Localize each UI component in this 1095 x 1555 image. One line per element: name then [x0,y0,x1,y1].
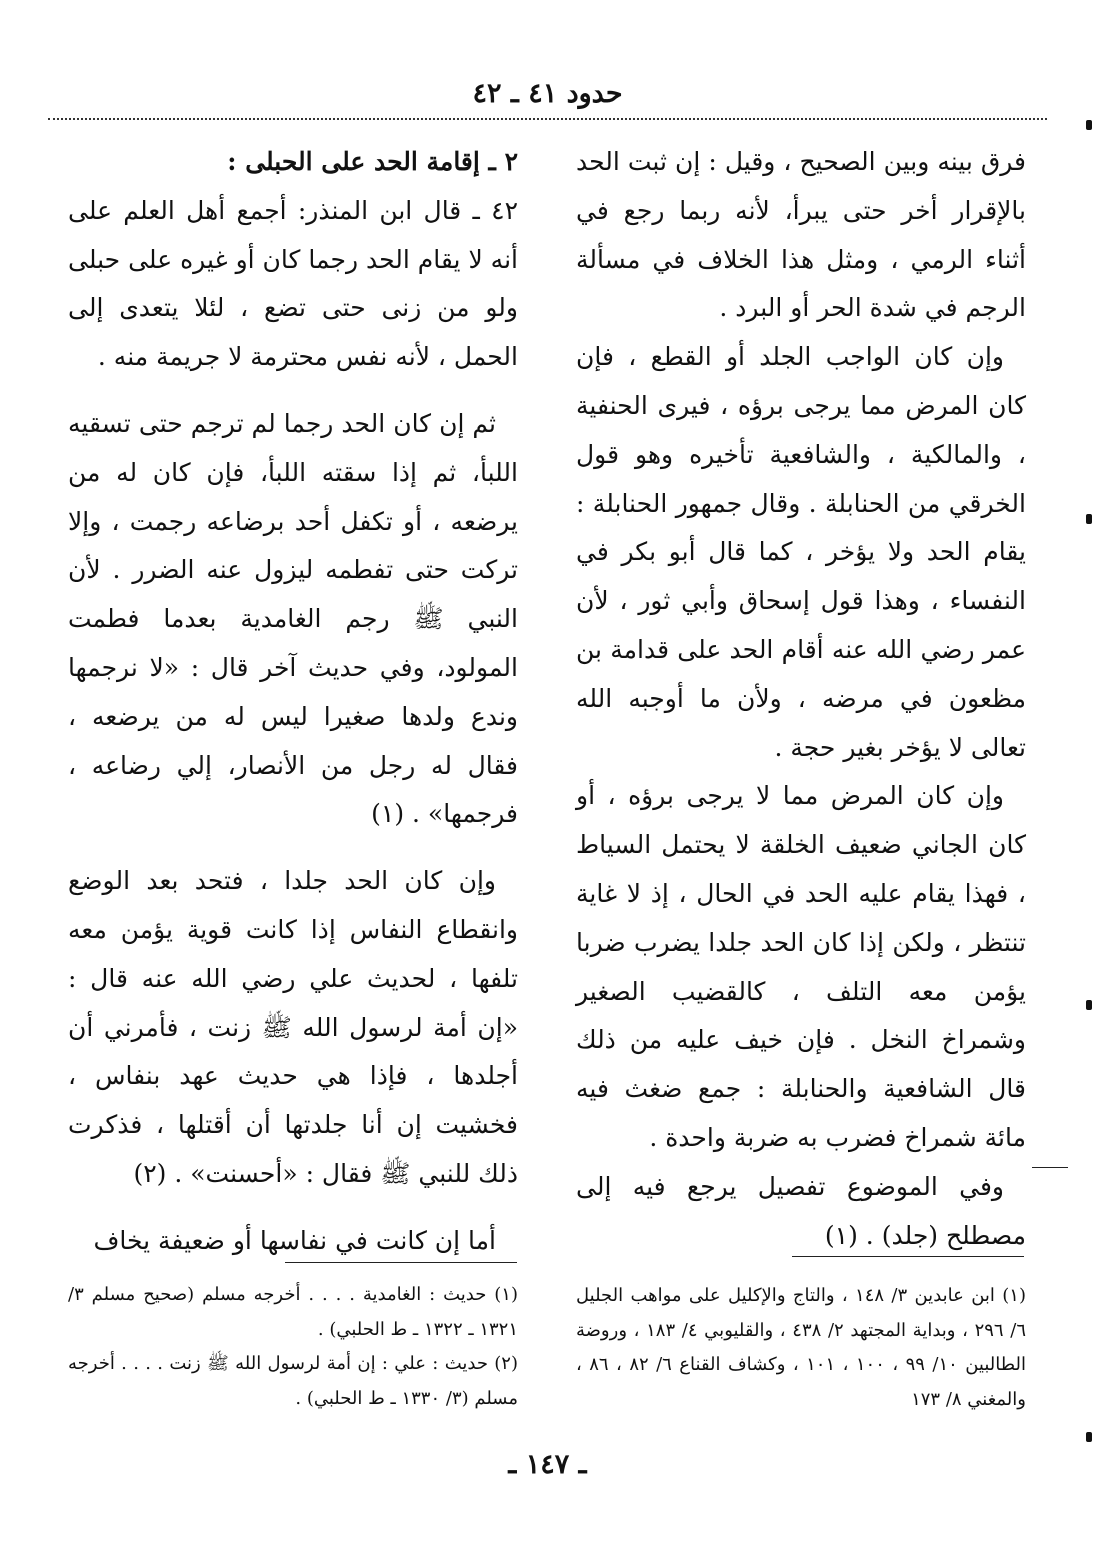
margin-dash [1032,1167,1068,1168]
footnote-separator-right [792,1256,1024,1257]
edge-mark [1086,1432,1092,1442]
footnote-separator-left [285,1262,517,1263]
right-paragraph-2: وإن كان الواجب الجلد أو القطع ، فإن كان المرض مما يرجى برؤه ، فيرى الحنفية ، والمالكية ، والشافعية تأخيره وهو قول الخرقي من الحنابلة . وقال جمهور الحنابلة : يقام الحد ولا يؤخر ، كما قال أبو بكر في النفساء ، وهذا قول إسحاق وأبي ثور ، لأن عمر رضي الله عنه أقام الحد على قدامة بن مظعون في مرضه ، ولأن ما أوجبه الله تعالى لا يؤخر بغير حجة . [576,342,1026,762]
footnote-left-2: (٢) حديث : علي : إن أمة لرسول الله ﷺ زنت . . . . أخرجه مسلم (٣/ ١٣٣٠ ـ ط الحلبي) . [68,1353,518,1409]
footnote-right-1: (١) ابن عابدين ٣/ ١٤٨ ، والتاج والإكليل على مواهب الجليل ٦/ ٢٩٦ ، وبداية المجتهد ٢/ ٤٣٨ ، والقليوبي ٤/ ١٨٣ ، وروضة الطالبين ١٠/ ٩٩ ، ١٠٠ ، ١٠١ ، وكشاف القناع ٦/ ٨٢ ، ٨٦ ، والمغني ٨/ ١٧٣ [576,1285,1027,1410]
edge-mark [1086,514,1092,524]
edge-mark [1086,1000,1092,1010]
footnotes-right [576,1279,1026,1417]
header-dotted-rule [48,118,1047,120]
section-heading: ٢ ـ إقامة الحد على الحبلى : [227,147,518,176]
left-paragraph-1: ٤٢ ـ قال ابن المنذر: أجمع أهل العلم على أنه لا يقام الحد رجما كان أو غيره على حبلى ولو من زنى حتى تضع ، لئلا يتعدى إلى الحمل ، لأنه نفس محترمة لا جريمة منه . [68,195,518,372]
edge-mark [1086,120,1092,130]
footnote-left-1: (١) حديث : الغامدية . . . . أخرجه مسلم (صحيح مسلم ٣/ ١٣٢١ ـ ١٣٢٢ ـ ط الحلبي) . [68,1284,518,1340]
left-paragraph-3: وإن كان الحد جلدا ، فتحد بعد الوضع وانقطاع النفاس إذا كانت قوية يؤمن معه تلفها ، لحديث علي رضي الله عنه قال : «إن أمة لرسول الله ﷺ زنت ، فأمرني أن أجلدها ، فإذا هي حديث عهد بنفاس ، فخشيت إن أنا جلدتها أن أقتلها ، فذكرت ذلك للنبي ﷺ فقال : «أحسنت» . (٢) [68,866,518,1188]
right-paragraph-4: وفي الموضوع تفصيل يرجع فيه إلى مصطلح (جلد) . (١) [576,1171,1026,1250]
page-number: ـ ١٤٧ ـ [508,1449,587,1480]
right-column [576,138,1026,1260]
left-paragraph-4: أما إن كانت في نفاسها أو ضعيفة يخاف [93,1225,496,1255]
right-paragraph-3: وإن كان المرض مما لا يرجى برؤه ، أو كان الجاني ضعيف الخلقة لا يحتمل السياط ، فهذا يقام عليه الحد في الحال ، إذ لا غاية تنتظر ، ولكن إذا كان الحد جلدا يضرب ضربا يؤمن معه التلف ، كالقضيب الصغير وشمراخ النخل . فإن خيف عليه من ذلك قال الشافعية والحنابلة : جمع ضغث فيه مائة شمراخ فضرب به ضربة واحدة . [576,781,1026,1152]
left-paragraph-2: ثم إن كان الحد رجما لم ترجم حتى تسقيه اللبأ، ثم إذا سقته اللبأ، فإن كان له من يرضعه ، أو تكفل أحد برضاعه رجمت ، وإلا تركت حتى تفطمه ليزول عنه الضرر . لأن النبي ﷺ رجم الغامدية بعدما فطمت المولود، وفي حديث آخر قال : «لا نرجمها وندع ولدها صغيرا ليس له من يرضعه ، فقال له رجل من الأنصار، إلي رضاعه ، فرجمها» . (١) [68,408,518,829]
footnotes-left [68,1278,518,1416]
right-paragraph-1: فرق بينه وبين الصحيح ، وقيل : إن ثبت الحد بالإقرار أخر حتى يبرأ، لأنه ربما رجع في أثناء الرمي ، ومثل هذا الخلاف في مسألة الرجم في شدة الحر أو البرد . [576,147,1026,323]
left-column [68,138,518,1266]
running-header: حدود ٤١ ـ ٤٢ [472,78,623,109]
